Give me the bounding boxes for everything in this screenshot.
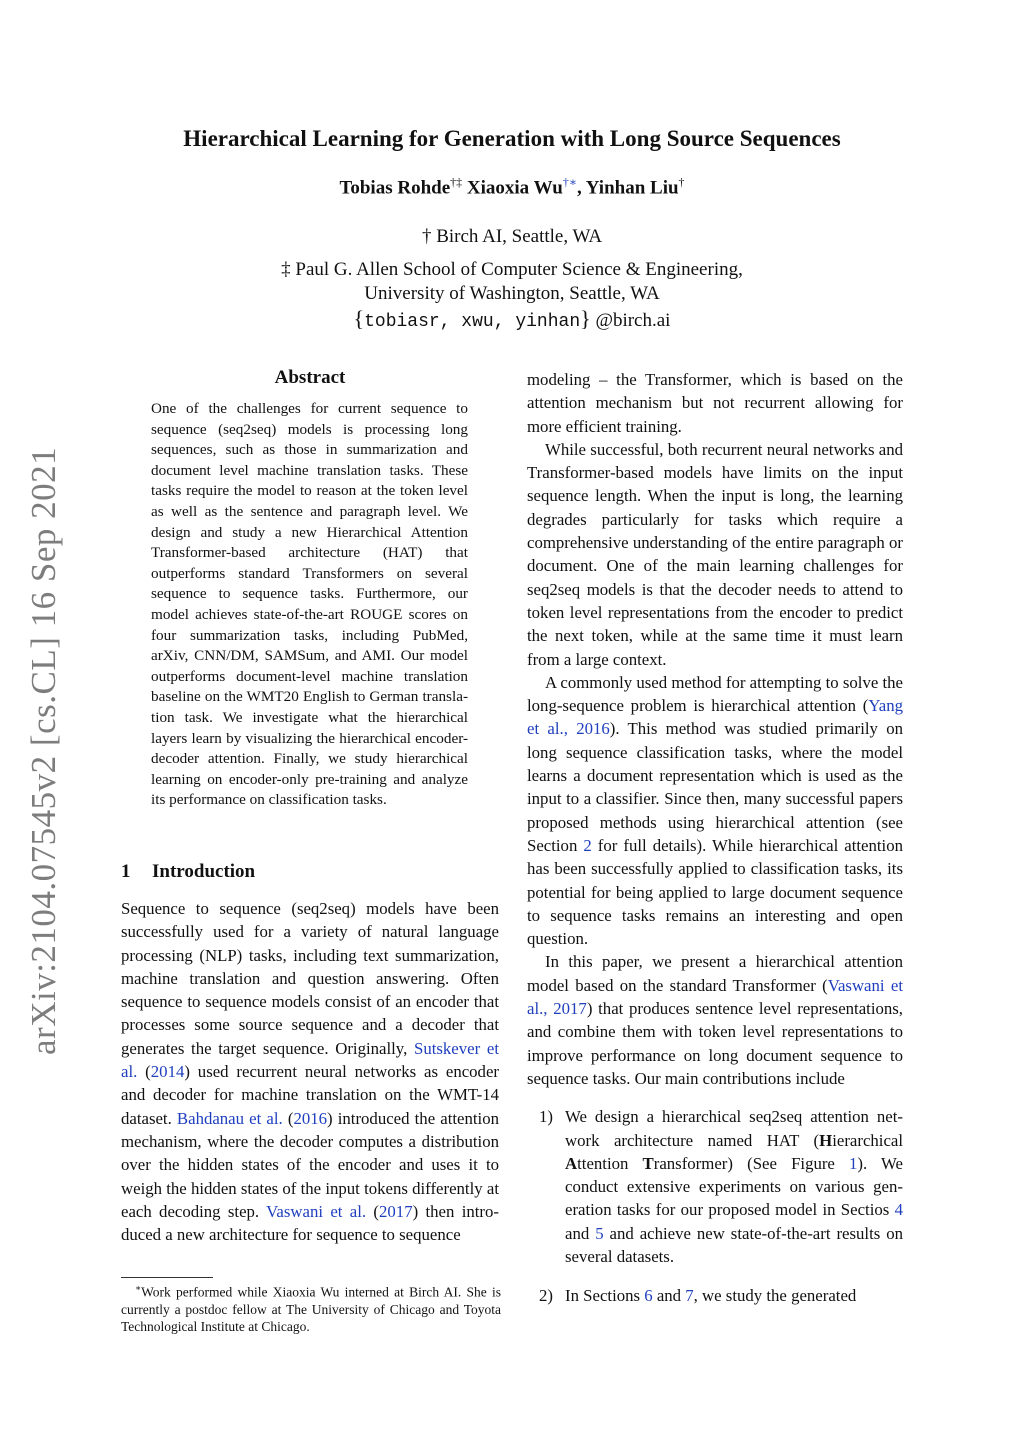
citation-link[interactable]: Sutskever et al. — [121, 1038, 499, 1082]
intro-right-column — [527, 368, 903, 1308]
footnote-divider — [121, 1277, 213, 1278]
citation-link[interactable]: Vaswani et al., 2017 — [527, 975, 903, 1019]
footnote-text: Work performed while Xiaoxia Wu interned at Birch AI. She is currently a postdoc fellow at The University of Chicago and Toyota Technological Institute at Chicago. — [121, 1284, 501, 1334]
section-heading-introduction — [121, 861, 255, 883]
contribution-item: 1) We design a hierarchical seq2seq attention network architecture named HAT (Hierarchical Attention Transformer) (See Figure 1). We conduct extensive experiments on various generation tasks for our proposed model in Sectios 4 and 5 and achieve new state-of-the-art results on several datasets. — [539, 1107, 903, 1266]
footnote — [121, 1280, 501, 1335]
section-ref-link[interactable]: 4 — [894, 1200, 903, 1220]
footnote-mark: ∗ — [135, 1283, 142, 1293]
figure-ref-link[interactable]: 1 — [849, 1153, 858, 1173]
citation-year-link[interactable]: 2014 — [150, 1062, 185, 1082]
intro-paragraph-3: A commonly used method for attempting to solve the long-sequence problem is hierarchical attention (Yang et al., 2016). This method was studied primarily on long sequence classification tasks, where the model learns a document representation which is used as the input to a classifier. Since then, many successful papers proposed methods using hierarchical attention (see Section 2 for full details). While hierarchical attention has been successfully applied to classification tasks, its potential for being applied to large document sequence to sequence tasks remains an interesting and open question. — [527, 672, 903, 949]
section-ref-link[interactable]: 2 — [583, 835, 592, 855]
list-number: 2) — [539, 1286, 553, 1306]
author-list: Tobias Rohde†‡ Xiaoxia Wu†∗, Yinhan Liu† — [339, 175, 685, 199]
citation-year-link[interactable]: 2017 — [379, 1201, 413, 1221]
affiliation-birch: † Birch AI, Seattle, WA — [421, 226, 603, 247]
contribution-item: 2) In Sections 6 and 7, we study the generated — [527, 1284, 903, 1307]
email-users: tobiasr, xwu, yinhan — [364, 312, 581, 332]
citation-link[interactable]: Bahdanau et al. — [176, 1108, 283, 1128]
section-title: Introduction — [152, 861, 256, 882]
intro-paragraph-1-continued: modeling – the Transformer, which is based on the attention mechanism but not recurrent allowing for more efficient training. — [527, 370, 903, 436]
section-ref-link[interactable]: 5 — [595, 1223, 604, 1243]
intro-paragraph-2: While successful, both recurrent neural networks and Transformer-based models have limits on the input sequence length. When the input is long, the learning degrades particularly for tasks which require a comprehensive understanding of the entire paragraph or document. One of the main learning challenges for seq2seq models is that the decoder needs to attend to token level representations from the encoder to predict the next token, while at the same time it must learn from a large context. — [527, 439, 903, 669]
section-ref-link[interactable]: 6 — [644, 1286, 653, 1306]
section-ref-link[interactable]: 7 — [685, 1286, 694, 1306]
paper-title: Hierarchical Learning for Generation with Long Source Sequences — [183, 126, 841, 151]
citation-link[interactable]: Vaswani et al. — [266, 1201, 367, 1221]
author-marks: †‡ — [450, 175, 463, 189]
email-domain: @birch.ai — [590, 310, 671, 331]
affiliation-uw-line2: University of Washington, Seattle, WA — [364, 283, 660, 304]
list-number: 1) — [539, 1107, 553, 1127]
section-number: 1 — [121, 861, 131, 882]
author-emails: {tobiasr, xwu, yinhan} @birch.ai — [353, 306, 671, 332]
author-name: Xiaoxia Wu — [466, 177, 563, 199]
arxiv-identifier: arXiv:2104.07545v2 [cs.CL] 16 Sep 2021 — [24, 446, 63, 1055]
author-marks: † — [678, 175, 685, 189]
intro-left-column — [121, 897, 499, 1246]
intro-paragraph-1: Sequence to sequence (seq2seq) models have been successfully used for a variety of natural language processing (NLP) tasks, including text summarization, machine translation and question answering. Often sequence to sequence models consist of an encoder that processes some source sequence and a decoder that generates the target sequence. Originally, Sutskever et al. (2014) used recurrent neural networks as encoder and decoder for machine translation on the WMT-14 dataset. Bahdanau et al. (2016) introduced the attention mechanism, where the decoder computes a distribution over the hidden states of the encoder and uses it to weigh the hidden states of the input tokens differently at each decoding step. Vaswani et al. (2017) then introduced a new architecture for sequence to sequence — [121, 899, 500, 1245]
author-marks: †∗ — [562, 175, 577, 189]
contribution-list — [527, 1105, 903, 1307]
abstract-text: One of the challenges for current sequence to sequence (seq2seq) models is processing long sequences, such as those in summarization and document level machine translation tasks. These tasks require the model to reason at the token level as well as the sentence and paragraph level. We design and study a new Hierarchical Attention Transformer-based architecture (HAT) that outperforms standard Transformers on several sequence to sequence tasks. Furthermore, our model achieves state-of-the-art ROUGE scores on four summarization tasks, including PubMed, arXiv, CNN/DM, SAMSum, and AMI. Our model outperforms document-level machine translation baseline on the WMT20 English to German translation task. We investigate what the hierarchical layers learn by visualizing the hierarchical encoder-decoder attention. Finally, we study hierarchical learning on encoder-only pre-training and analyze its performance on classification tasks. — [151, 400, 468, 809]
citation-year-link[interactable]: 2016 — [293, 1108, 328, 1128]
author-name: Tobias Rohde — [339, 177, 451, 199]
citation-link[interactable]: Yang et al., 2016 — [527, 696, 903, 739]
abstract-heading: Abstract — [274, 367, 346, 388]
author-name: Yinhan Liu — [585, 177, 679, 199]
affiliation-uw-line1: ‡ Paul G. Allen School of Computer Science & Engineering, — [281, 259, 743, 280]
intro-paragraph-4: In this paper, we present a hierarchical attention model based on the standard Transformer (Vaswani et al., 2017) that produces sentence level representations, and combine them with token level representations to improve performance on long document sequence to sequence tasks. Our main contributions include — [527, 952, 903, 1088]
